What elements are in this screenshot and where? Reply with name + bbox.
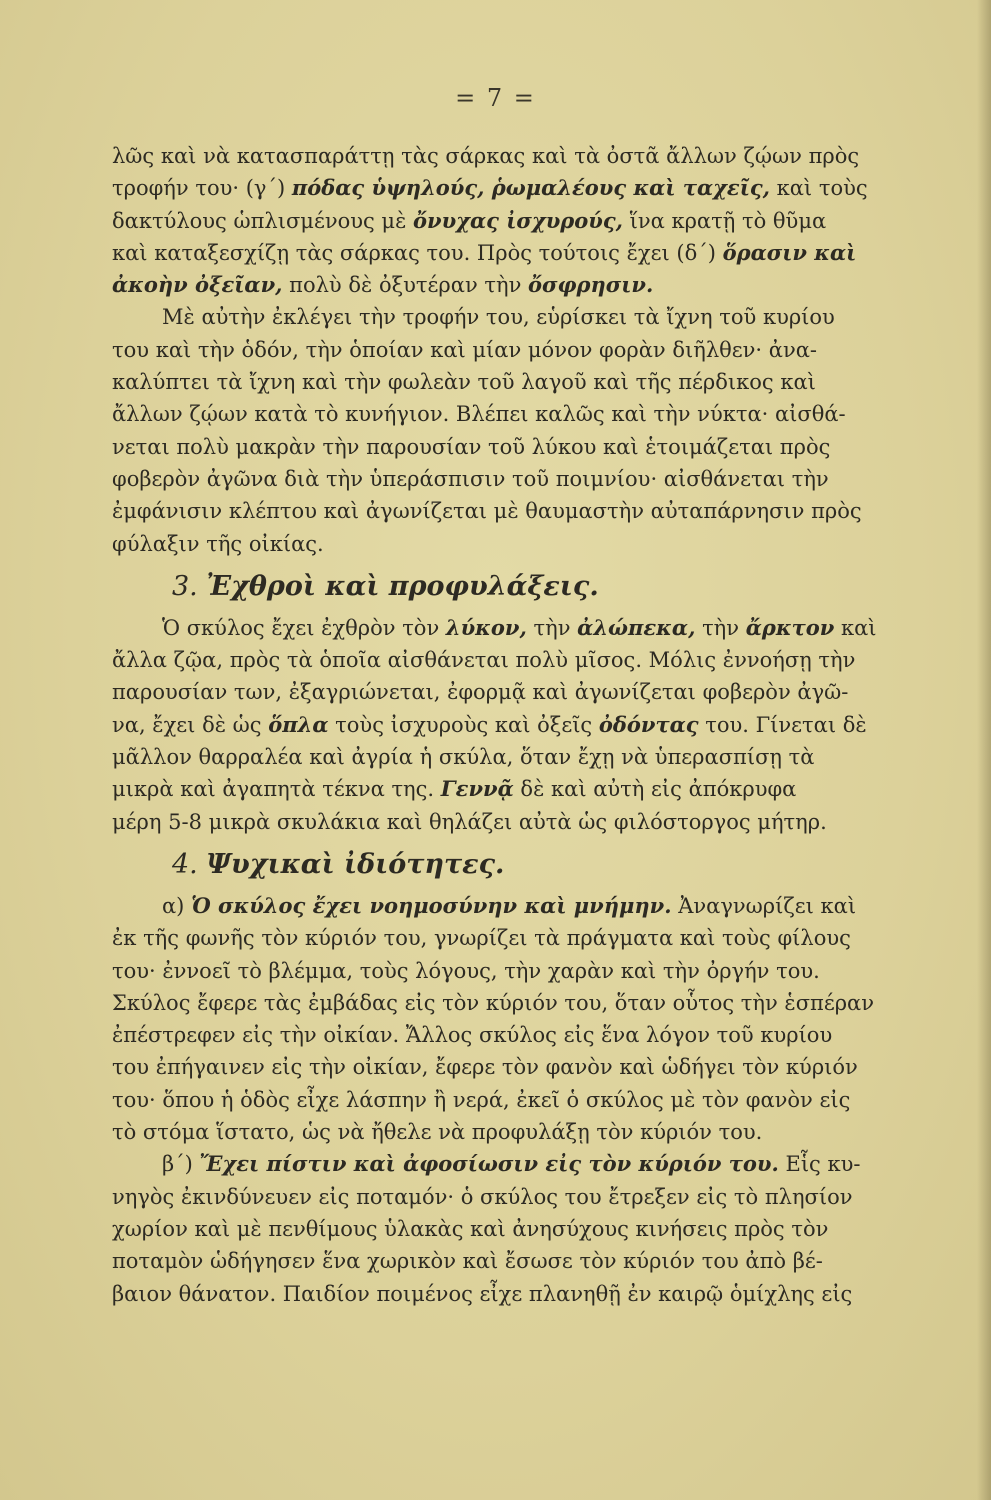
text-run: του· ἐννοεῖ τὸ βλέμμα, τοὺς λόγους, τὴν χαρὰν καὶ τὴν ὀργήν του. — [112, 958, 820, 983]
emphasized-term: ἀλώπεκα, — [577, 614, 696, 640]
section-title: Ἐχθροὶ καὶ προφυλάξεις. — [206, 570, 599, 602]
text-run: πολὺ δὲ ὀξυτέραν τὴν — [282, 273, 529, 298]
text-run: τὸ στόμα ἵστατο, ὡς νὰ ἤθελε νὰ προφυλάξῃ τὸν κύριόν του. — [112, 1120, 763, 1145]
emphasized-term: ὄσφρησιν. — [528, 272, 654, 298]
text-run: δακτύλους ὡπλισμένους μὲ — [112, 208, 414, 233]
text-run: φύλαξιν τῆς οἰκίας. — [112, 531, 324, 556]
text-line — [112, 1148, 882, 1180]
text-line — [112, 922, 882, 954]
text-line — [112, 741, 882, 773]
paragraph-block-senses — [112, 140, 882, 560]
text-line — [112, 1116, 882, 1148]
text-run: ποταμὸν ὡδήγησεν ἕνα χωρικὸν καὶ ἔσωσε τὸν κύριόν του ἀπὸ βέ- — [112, 1249, 823, 1274]
text-line — [112, 955, 882, 987]
text-line — [112, 644, 882, 676]
text-line — [112, 1245, 882, 1277]
section-title: Ψυχικαὶ ἰδιότητες. — [206, 848, 505, 880]
text-line — [112, 495, 882, 527]
text-run: α) — [162, 893, 192, 918]
text-run: Ὁ σκύλος ἔχει ἐχθρὸν τὸν — [162, 615, 446, 640]
text-run: β΄) — [162, 1152, 200, 1177]
text-line — [112, 773, 882, 805]
text-run: νεται πολὺ μακρὰν τὴν παρουσίαν τοῦ λύκου καὶ ἑτοιμάζεται πρὸς — [112, 434, 831, 459]
text-line — [112, 1019, 882, 1051]
text-run: τοὺς ἰσχυροὺς καὶ ὀξεῖς — [328, 712, 599, 737]
text-line — [112, 1084, 882, 1116]
text-line — [112, 140, 882, 172]
text-line — [112, 890, 882, 922]
text-line — [112, 612, 882, 644]
text-run: ἐμφάνισιν κλέπτου καὶ ἀγωνίζεται μὲ θαυμαστὴν αὐταπάρνησιν πρὸς — [112, 499, 862, 524]
text-line — [112, 1278, 882, 1310]
text-line — [112, 398, 882, 430]
page-edge-shadow — [977, 0, 991, 1500]
emphasized-term: πόδας ὑψηλούς, ῥωμαλέους καὶ ταχεῖς, — [291, 175, 770, 201]
emphasized-term: ὅπλα — [268, 711, 329, 737]
text-run: καλύπτει τὰ ἴχνη καὶ τὴν φωλεὰν τοῦ λαγοῦ καὶ τῆς πέρδικος καὶ — [112, 370, 816, 395]
emphasized-term: Γεννᾷ — [440, 776, 514, 802]
text-run: ἐκ τῆς φωνῆς τὸν κύριόν του, γνωρίζει τὰ πράγματα καὶ τοὺς φίλους — [112, 926, 851, 951]
text-line — [112, 806, 882, 838]
text-run: Ἀναγνωρίζει καὶ — [671, 893, 857, 918]
text-run: δὲ καὶ αὐτὴ εἰς ἀπόκρυφα — [513, 777, 797, 802]
text-line — [112, 334, 882, 366]
text-run: ἄλλων ζῴων κατὰ τὸ κυνήγιον. Βλέπει καλῶς καὶ τὴν νύκτα· αἰσθά- — [112, 402, 846, 427]
text-run: νηγὸς ἐκινδύνευεν εἰς ποταμόν· ὁ σκύλος του ἔτρεξεν εἰς τὸ πλησίον — [112, 1184, 853, 1209]
text-run: λῶς καὶ νὰ κατασπαράττῃ τὰς σάρκας καὶ τὰ ὀστᾶ ἄλλων ζῴων πρὸς — [112, 144, 860, 168]
text-run: καὶ καταξεσχίζῃ τὰς σάρκας του. Πρὸς τούτοις ἔχει (δ΄) — [112, 240, 723, 265]
text-line — [112, 1181, 882, 1213]
emphasized-term: ὄνυχας ἰσχυρούς, — [413, 207, 623, 233]
text-line — [112, 269, 882, 301]
text-run: Μὲ αὐτὴν ἐκλέγει τὴν τροφήν του, εὑρίσκει τὰ ἴχνη τοῦ κυρίου — [162, 305, 835, 330]
text-run: μᾶλλον θαρραλέα καὶ ἀγρία ἡ σκύλα, ὅταν ἔχῃ νὰ ὑπερασπίσῃ τὰ — [112, 745, 815, 770]
text-line — [112, 987, 882, 1019]
text-run: του· ὅπου ἡ ὁδὸς εἶχε λάσπην ἢ νερά, ἐκεῖ ὁ σκύλος μὲ τὸν φανὸν εἰς — [112, 1087, 851, 1112]
text-run: χωρίον καὶ μὲ πενθίμους ὑλακὰς καὶ ἀνησύχους κινήσεις πρὸς τὸν — [112, 1216, 829, 1241]
text-run: βαιον θάνατον. Παιδίον ποιμένος εἶχε πλανηθῇ ἐν καιρῷ ὁμίχλης εἰς — [112, 1281, 853, 1306]
body-text — [112, 140, 882, 1310]
text-run: τροφήν του· (γ΄) — [112, 176, 292, 201]
emphasized-term: Ἔχει πίστιν καὶ ἀφοσίωσιν εἰς τὸν κύριόν του. — [199, 1151, 779, 1177]
emphasized-term: ὀδόντας — [598, 711, 699, 737]
text-run: καὶ τοὺς — [769, 176, 868, 201]
text-run: Εἷς κυ- — [778, 1152, 861, 1177]
text-run: ἵνα κρατῇ τὸ θῦμα — [622, 208, 827, 233]
emphasized-term: ἄρκτον — [745, 614, 835, 640]
text-line — [112, 431, 882, 463]
section-heading-mental-traits — [112, 842, 882, 888]
paragraph-block-mental-traits — [112, 890, 882, 1310]
text-run: Σκύλος ἔφερε τὰς ἐμβάδας εἰς τὸν κύριόν του, ὅταν οὗτος τὴν ἑσπέραν — [112, 990, 875, 1015]
text-run: ἐπέστρεφεν εἰς τὴν οἰκίαν. Ἄλλος σκύλος εἰς ἕνα λόγον τοῦ κυρίου — [112, 1023, 833, 1048]
text-run: τὴν — [695, 615, 746, 640]
text-run: τὴν — [526, 615, 578, 640]
emphasized-term: λύκον, — [445, 614, 527, 640]
text-run: καὶ — [834, 615, 877, 640]
emphasized-term: ὅρασιν καὶ — [722, 239, 857, 265]
text-run: του ἐπήγαινεν εἰς τὴν οἰκίαν, ἔφερε τὸν φανὸν καὶ ὡδήγει τὸν κύριόν — [112, 1055, 858, 1080]
page-number: = 7 = — [455, 84, 536, 112]
section-number: 3. — [172, 570, 198, 602]
text-line — [112, 709, 882, 741]
text-run: ἄλλα ζῷα, πρὸς τὰ ὁποῖα αἰσθάνεται πολὺ μῖσος. Μόλις ἐννοήσῃ τὴν — [112, 648, 856, 673]
text-run: να, ἔχει δὲ ὡς — [112, 712, 269, 737]
text-line — [112, 237, 882, 269]
text-run: μέρη 5-8 μικρὰ σκυλάκια καὶ θηλάζει αὐτὰ ὡς φιλόστοργος μήτηρ. — [112, 809, 827, 834]
section-number: 4. — [172, 848, 198, 880]
text-run: παρουσίαν των, ἐξαγριώνεται, ἐφορμᾷ καὶ ἀγωνίζεται φοβερὸν ἀγῶ- — [112, 680, 849, 705]
text-line — [112, 1051, 882, 1083]
text-line — [112, 1213, 882, 1245]
section-heading-enemies — [112, 564, 882, 610]
text-line — [112, 205, 882, 237]
text-line — [112, 301, 882, 333]
text-line — [112, 172, 882, 204]
paragraph-block-enemies — [112, 612, 882, 838]
text-run: του καὶ τὴν ὁδόν, τὴν ὁποίαν καὶ μίαν μόνον φορὰν διῆλθεν· ἀνα- — [112, 337, 817, 362]
text-line — [112, 528, 882, 560]
text-line — [112, 366, 882, 398]
emphasized-term: Ὁ σκύλος ἔχει νοημοσύνην καὶ μνήμην. — [191, 892, 672, 918]
emphasized-term: ἀκοὴν ὀξεῖαν, — [112, 272, 283, 298]
text-line — [112, 463, 882, 495]
text-run: του. Γίνεται δὲ — [698, 712, 867, 737]
text-run: φοβερὸν ἀγῶνα διὰ τὴν ὑπεράσπισιν τοῦ ποιμνίου· αἰσθάνεται τὴν — [112, 466, 829, 491]
text-line — [112, 676, 882, 708]
text-run: μικρὰ καὶ ἀγαπητὰ τέκνα της. — [112, 777, 441, 802]
